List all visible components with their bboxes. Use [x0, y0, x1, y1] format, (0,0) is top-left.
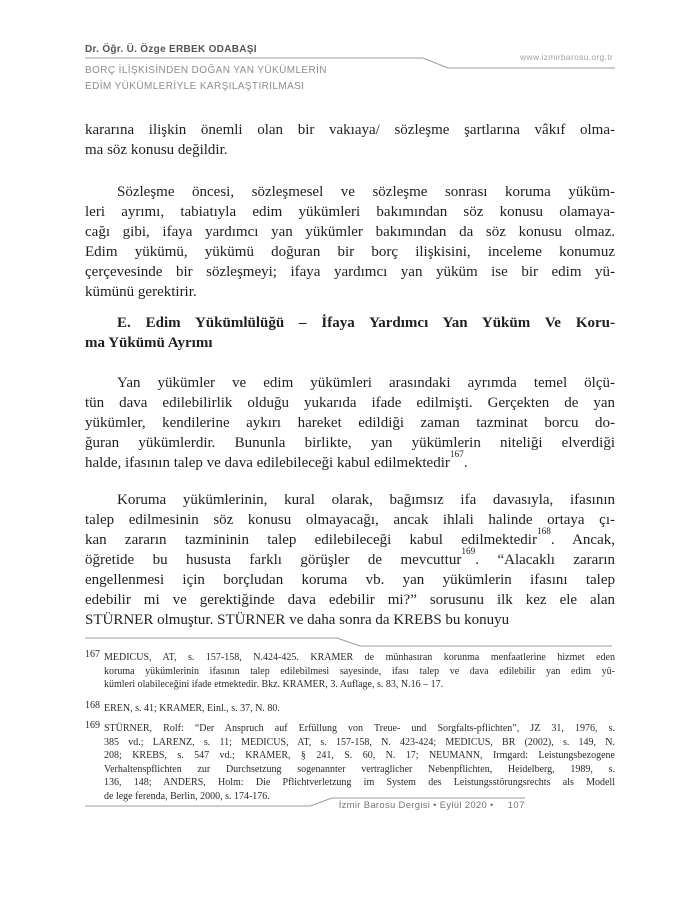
footnote-number: 169: [85, 720, 100, 731]
text-line: Verhaltenspflichten zur Durchsetzung sogenannter vertraglicher Nebenpflichten, Heidelberg, 1989, s.: [104, 763, 615, 775]
footnote: [85, 699, 615, 716]
journal-name: İzmir Barosu Dergisi • Eylül 2020 •: [338, 800, 494, 811]
article-title: [85, 63, 445, 95]
text-line: kan zararın tazmininin talep edilebileceği kabul edilmektedir$^{168}$. Ancak,: [85, 526, 615, 548]
article-title-line1: BORÇ İLİŞKİSİNDEN DOĞAN YAN YÜKÜMLERİN: [85, 65, 327, 76]
footnote-number: 168: [85, 699, 100, 711]
footnote-divider: [85, 637, 612, 648]
text-line: cağı gibi, ifaya yardımcı yan yükümler bakımından da söz konusu olmaz.: [85, 224, 615, 240]
text-line: EREN, s. 41; KRAMER, Einl., s. 37, N. 80.: [104, 702, 280, 714]
page-footer: [339, 800, 525, 811]
article-title-line2: EDİM YÜKÜMLERİYLE KARŞILAŞTIRILMASI: [85, 81, 305, 92]
text-line: MEDICUS, AT, s. 157-158, N.424-425. KRAMER de münhasıran korunma menfaatlerine hizmet eden: [104, 652, 615, 663]
text-line: STÜRNER, Rolf: “Der Anspruch auf Erfüllung von Treue- und Sorgfalts-pflichten”, JZ 31, 1976, s.: [104, 723, 615, 734]
text-line: çerçevesinde bir sözleşmeyi; ifaya yardımcı yan yüküm ise bir edim yü-: [85, 264, 615, 280]
footnote-ref: 167: [449, 449, 464, 460]
footnote: [85, 722, 615, 803]
text-line: ma söz konusu değildir.: [85, 142, 228, 158]
paragraph: [85, 490, 615, 630]
text-line: leri ayrımı, tabiatıyla edim yükümleri bakımından söz konusu olamaya-: [85, 204, 615, 220]
footnotes-section: [85, 651, 615, 813]
text-line: öğretide bu hususta farklı görüşler de mevcuttur$^{169}$. “Alacaklı zararın: [85, 546, 615, 568]
text-line: STÜRNER olmuştur. STÜRNER ve daha sonra da KREBS bu konuyu: [85, 612, 510, 628]
text-line: kümünü gerektirir.: [85, 284, 197, 300]
text-line: engellenmesi için borçludan koruma vb. yan yükümlerin ifasını talep: [85, 572, 615, 588]
text-line: 208; KREBS, s. 547 vd.; KRAMER, § 241, S. 60, N. 17; NEUMANN, Irmgard: Leistungsbezogene: [104, 750, 615, 761]
footnote-number: 167: [85, 649, 100, 660]
text-line: kümleri olabileceğini ifade etmektedir. Bkz. KRAMER, 3. Auflage, s. 83, N.16 – 17.: [104, 679, 444, 690]
author-name: Dr. Öğr. Ü. Özge ERBEK ODABAŞI: [85, 44, 257, 55]
article-body: [85, 120, 615, 630]
text-line: talep edilmesinin söz konusu olmayacağı, ancak ihlali halinde ortaya çı-: [85, 512, 615, 528]
section-heading: [85, 313, 615, 353]
text-line: de lege ferenda, Berlin, 2000, s. 174-176.: [104, 790, 270, 802]
website-url: www.izmirbarosu.org.tr: [519, 52, 613, 62]
footnote-ref: 169: [461, 546, 476, 557]
text-line: koruma yükümlerinin ifasının talep edilebilmesi sayesinde, ifası talep ve dava edilebilir yan edim yü-: [104, 665, 615, 677]
text-line: Edim yükümü, yükümü doğuran bir borç ilişkisini, inceleme konumuz: [85, 244, 615, 260]
text-line: E. Edim Yükümlülüğü – İfaya Yardımcı Yan Yüküm Ve Koru-: [117, 315, 615, 331]
paragraph: [85, 182, 615, 302]
text-line: tün dava edilebilirlik olduğu yukarıda ifade edilmişti. Gerçekten de yan: [85, 395, 615, 411]
text-line: 385 vd.; LARENZ, s. 11; MEDICUS, AT, s. 157-158, N. 423-424; MEDICUS, BR (2002), s. 149, N.: [104, 736, 615, 748]
text-line: 136, 148; ANDERS, Holm: Die Pflichtverletzung im System des Leistungsstörungsrechts als Modell: [104, 777, 615, 788]
text-line: kararına ilişkin önemli olan bir vakıaya/ sözleşme şartlarına vâkıf olma-: [85, 122, 615, 138]
text-line: Yan yükümler ve edim yükümleri arasındaki ayrımda temel ölçü-: [117, 375, 615, 391]
page-number: 107: [507, 800, 525, 811]
footnote: [85, 651, 615, 692]
text-line: yükümler, kendilerine aykırı hareket edildiği zaman tazminat borcu do-: [85, 415, 615, 431]
text-line: Koruma yükümlerinin, kural olarak, bağımsız ifa davasıyla, ifasının: [117, 492, 615, 508]
text-line: ma Yükümü Ayrımı: [85, 335, 213, 351]
text-line: ğuran yükümlerdir. Bununla birlikte, yan yükümlerin niteliği elverdiği: [85, 435, 615, 451]
paragraph: [85, 373, 615, 473]
text-line: Sözleşme öncesi, sözleşmesel ve sözleşme sonrası koruma yüküm-: [117, 184, 615, 200]
text-line: halde, ifasının talep ve dava edilebileceği kabul edilmektedir$^{167}$.: [85, 449, 468, 471]
footnote-ref: 168: [536, 526, 551, 537]
text-line: edebilir mi ve gerektiğinde dava edebilir mi?” sorusunu ilk kez ele alan: [85, 592, 615, 608]
paragraph: [85, 120, 615, 160]
